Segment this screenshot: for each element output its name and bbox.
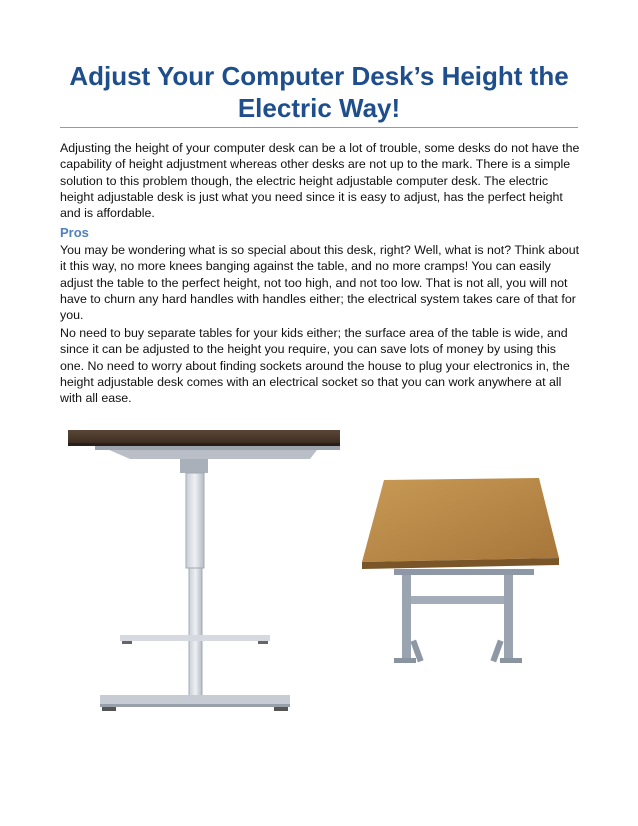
pros-paragraph-2: No need to buy separate tables for your kids either; the surface area of the table is wide, and since it can be adjusted to the height you require, you can save lots of money by using this one. No need to worry about finding sockets around the house to plug your electronics in, the height adjustable desk comes with an electrical socket so that you can work anywhere at all with all ease. (60, 326, 570, 406)
pros-paragraph-1: You may be wondering what is so special about this desk, right? Well, what is not? Think about it this way, no more knees banging against the table, and no more cramps! You can easily adjust the table to the perfect height, not too high, and not too low. That is not all, you will not have to churn any hard handles with handles either; the electrical system takes care of that for you. (60, 243, 580, 323)
pros-heading: Pros (60, 225, 89, 240)
intro-paragraph: Adjusting the height of your computer desk can be a lot of trouble, some desks do not have the capability of height adjustment whereas other desks are not up to the mark. There is a simple solution to this problem though, the electric height adjustable computer desk. The electric height adjustable desk is just what you need since it is easy to adjust, has the perfect height and is affordable. (60, 141, 580, 221)
title-divider (60, 127, 578, 128)
bamboo-desk-image (354, 470, 578, 680)
standing-desk-image (60, 425, 340, 725)
standing-desk-illustration (60, 425, 340, 725)
document-title: Adjust Your Computer Desk’s Height the Electric Way! (69, 61, 569, 123)
bamboo-desk-illustration (354, 470, 578, 680)
